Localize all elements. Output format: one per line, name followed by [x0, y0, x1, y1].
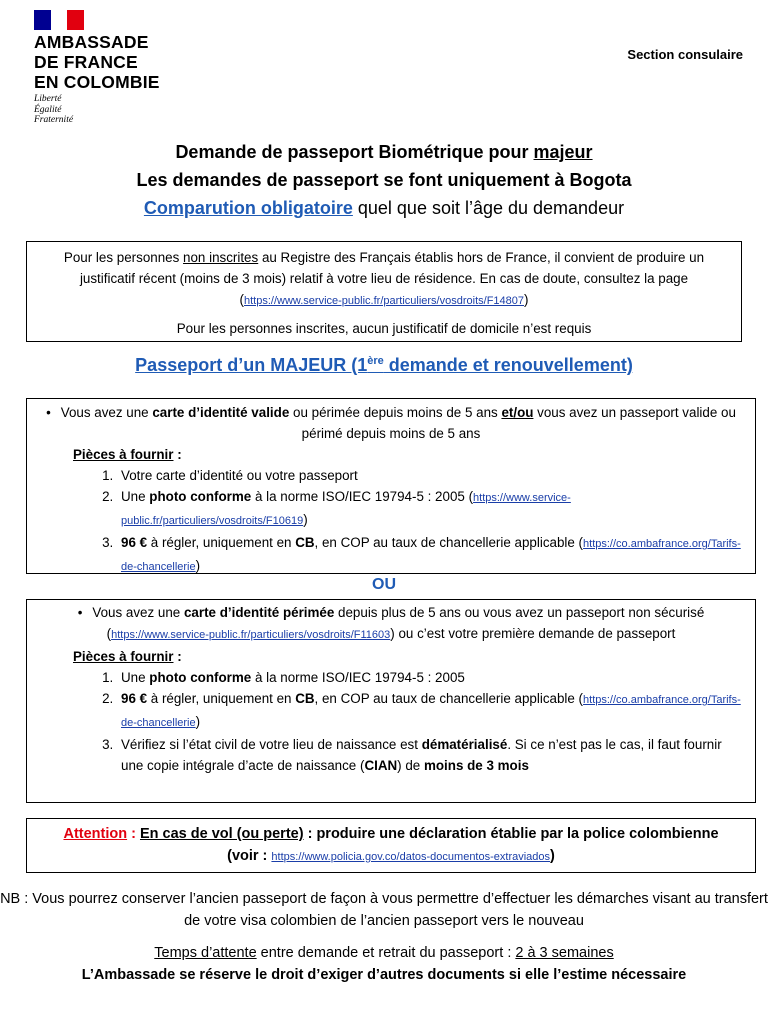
republic-motto — [34, 94, 73, 126]
j2-b: à régler, uniquement en — [147, 691, 296, 706]
j1-a: Une — [121, 670, 150, 685]
i2-b: photo conforme — [149, 489, 252, 504]
case1-documents-list — [37, 465, 745, 578]
residence-info-box — [26, 241, 742, 342]
list-item — [117, 667, 745, 688]
j3-b: dématérialisé — [421, 737, 508, 752]
j2-c: CB — [295, 691, 315, 706]
j3-e: ) de — [397, 758, 424, 773]
attention-colon: : — [127, 826, 140, 842]
nb-note: NB : Vous pourrez conserver l’ancien passeport de façon à vous permettre d’effectuer les démarches visant au transfert de votre visa colombien de l’ancien passeport vers le nouveau — [0, 891, 768, 929]
title-bogota: Les demandes de passeport se font uniquement à Bogota — [136, 170, 632, 190]
res-text-2: au Registre des Français établis hors de France, il convient de produire un justificatif récent (moins de 3 mois) relatif à votre lieu de résidence. En cas de doute, consultez la page ( — [79, 250, 705, 307]
link-tarifs-chancellerie[interactable]: https://co.ambafrance.org/Tarifs-de-chancellerie — [121, 694, 741, 729]
list-item: 1. Votre carte d’identité ou votre passeport — [117, 465, 745, 486]
j1-b: photo conforme — [149, 670, 252, 685]
i2-a: Une — [121, 489, 150, 504]
pieces-label-text: Pièces à fournir — [73, 447, 174, 462]
subtitle-pre: Passeport d’un MAJEUR (1 — [135, 355, 368, 375]
case1-condition — [37, 402, 745, 444]
j3-f: moins de 3 mois — [423, 758, 529, 773]
voir-end: ) — [550, 848, 555, 864]
wait-value: 2 à 3 semaines — [515, 945, 614, 961]
title-majeur: majeur — [533, 142, 593, 162]
j2-a: 96 € — [121, 691, 148, 706]
link-f10619[interactable]: https://www.service-public.fr/particuliers/vosdroits/F10619 — [121, 492, 571, 527]
link-tarifs-chancellerie[interactable]: https://co.ambafrance.org/Tarifs-de-chancellerie — [121, 538, 741, 573]
title-comparution — [0, 196, 768, 220]
c2-b: carte d’identité périmée — [183, 605, 335, 620]
pieces-label — [73, 646, 745, 667]
list-item — [117, 688, 745, 734]
list-item — [117, 486, 745, 532]
c1-a: Vous avez une — [60, 405, 153, 420]
case2-condition — [37, 602, 745, 646]
res-text-1: Pour les personnes — [63, 250, 184, 265]
voir-text: (voir : — [227, 848, 272, 864]
link-policia[interactable]: https://www.policia.gov.co/datos-documentos-extraviados — [271, 851, 551, 863]
attention-line — [35, 823, 747, 845]
subtitle-post: demande et renouvellement) — [383, 355, 633, 375]
reserve-note: L’Ambassade se réserve le droit d’exiger d’autres documents si elle l’estime nécessaire — [81, 967, 687, 983]
attention-voir — [35, 845, 747, 868]
residence-paragraph — [35, 247, 733, 312]
marianne-flag-icon — [34, 10, 84, 30]
attention-rest: : produire une déclaration établie par la police colombienne — [303, 826, 719, 842]
j3-c: . Si ce n’est pas le cas, il faut fournir une copie intégrale d’acte de naissance ( — [121, 737, 722, 773]
section-title-majeur — [0, 355, 768, 376]
subtitle-sup: ère — [367, 355, 384, 367]
i2-c: à la norme ISO/IEC 19794-5 : 2005 ( — [251, 489, 474, 504]
j2-d: , en COP au taux de chancellerie applicable ( — [314, 691, 584, 706]
comparution-rest: quel que soit l’âge du demandeur — [352, 198, 625, 218]
embassy-name — [34, 32, 160, 92]
pieces-colon: : — [173, 447, 182, 462]
j3-a: Vérifiez si l’état civil de votre lieu de naissance est — [121, 737, 422, 752]
pieces-label-text: Pièces à fournir — [73, 649, 174, 664]
c1-b: carte d’identité valide — [152, 405, 290, 420]
list-item — [117, 734, 745, 776]
j2-end: ) — [195, 714, 201, 729]
bullet-icon: • — [46, 405, 51, 420]
case-valid-id-box — [26, 398, 756, 574]
i3-end: ) — [195, 558, 201, 573]
c1-e: vous avez un passeport valide ou périmé depuis moins de 5 ans — [301, 405, 736, 441]
bullet-icon: • — [77, 605, 83, 620]
pieces-colon: : — [173, 649, 182, 664]
i3-b: à régler, uniquement en — [147, 535, 296, 550]
case-expired-id-box — [26, 599, 756, 803]
wait-label: Temps d’attente — [154, 945, 257, 961]
comparution-obligatoire: Comparution obligatoire — [143, 198, 353, 218]
res-non-inscrites: non inscrites — [183, 250, 259, 265]
link-f11603[interactable]: https://www.service-public.fr/particuliers/vosdroits/F11603 — [111, 629, 391, 641]
pieces-label — [73, 444, 745, 465]
j1-c: à la norme ISO/IEC 19794-5 : 2005 — [251, 670, 465, 685]
c2-d: ) ou c’est votre première demande de passeport — [390, 626, 676, 641]
res-text-3: ) — [524, 292, 529, 307]
attention-box — [26, 818, 756, 873]
title-text: Demande de passeport Biométrique pour — [175, 142, 534, 162]
section-label: Section consulaire — [627, 47, 743, 62]
i3-c: CB — [295, 535, 315, 550]
i3-d: , en COP au taux de chancellerie applicable ( — [314, 535, 584, 550]
list-item — [117, 532, 745, 578]
motto-fraternite: Fraternité — [34, 115, 74, 125]
attention-vol: En cas de vol (ou perte) — [139, 826, 304, 842]
embassy-line-2: DE FRANCE — [34, 52, 138, 72]
attention-label: Attention — [63, 826, 128, 842]
residence-inscrites: Pour les personnes inscrites, aucun justificatif de domicile n’est requis — [176, 321, 592, 336]
case2-documents-list — [37, 667, 745, 776]
waiting-time — [0, 942, 768, 964]
c1-c: ou périmée depuis moins de 5 ans — [289, 405, 502, 420]
motto-liberte: Liberté — [34, 94, 62, 104]
embassy-logo — [34, 10, 194, 130]
c2-a: Vous avez une — [92, 605, 184, 620]
document-title — [0, 140, 768, 164]
ou-separator: OU — [372, 576, 396, 593]
i3-a: 96 € — [121, 535, 148, 550]
motto-egalite: Égalité — [34, 104, 62, 115]
i2-end: ) — [303, 512, 308, 527]
c2-c: depuis plus de 5 ans ou vous avez un passeport non sécurisé ( — [106, 605, 705, 641]
embassy-line-1: AMBASSADE — [34, 32, 149, 52]
wait-mid: entre demande et retrait du passeport : — [256, 945, 516, 961]
link-f14807[interactable]: https://www.service-public.fr/particuliers/vosdroits/F14807 — [244, 295, 524, 307]
c1-d: et/ou — [501, 405, 534, 420]
embassy-line-3: EN COLOMBIE — [34, 72, 160, 92]
j3-d: CIAN — [364, 758, 398, 773]
